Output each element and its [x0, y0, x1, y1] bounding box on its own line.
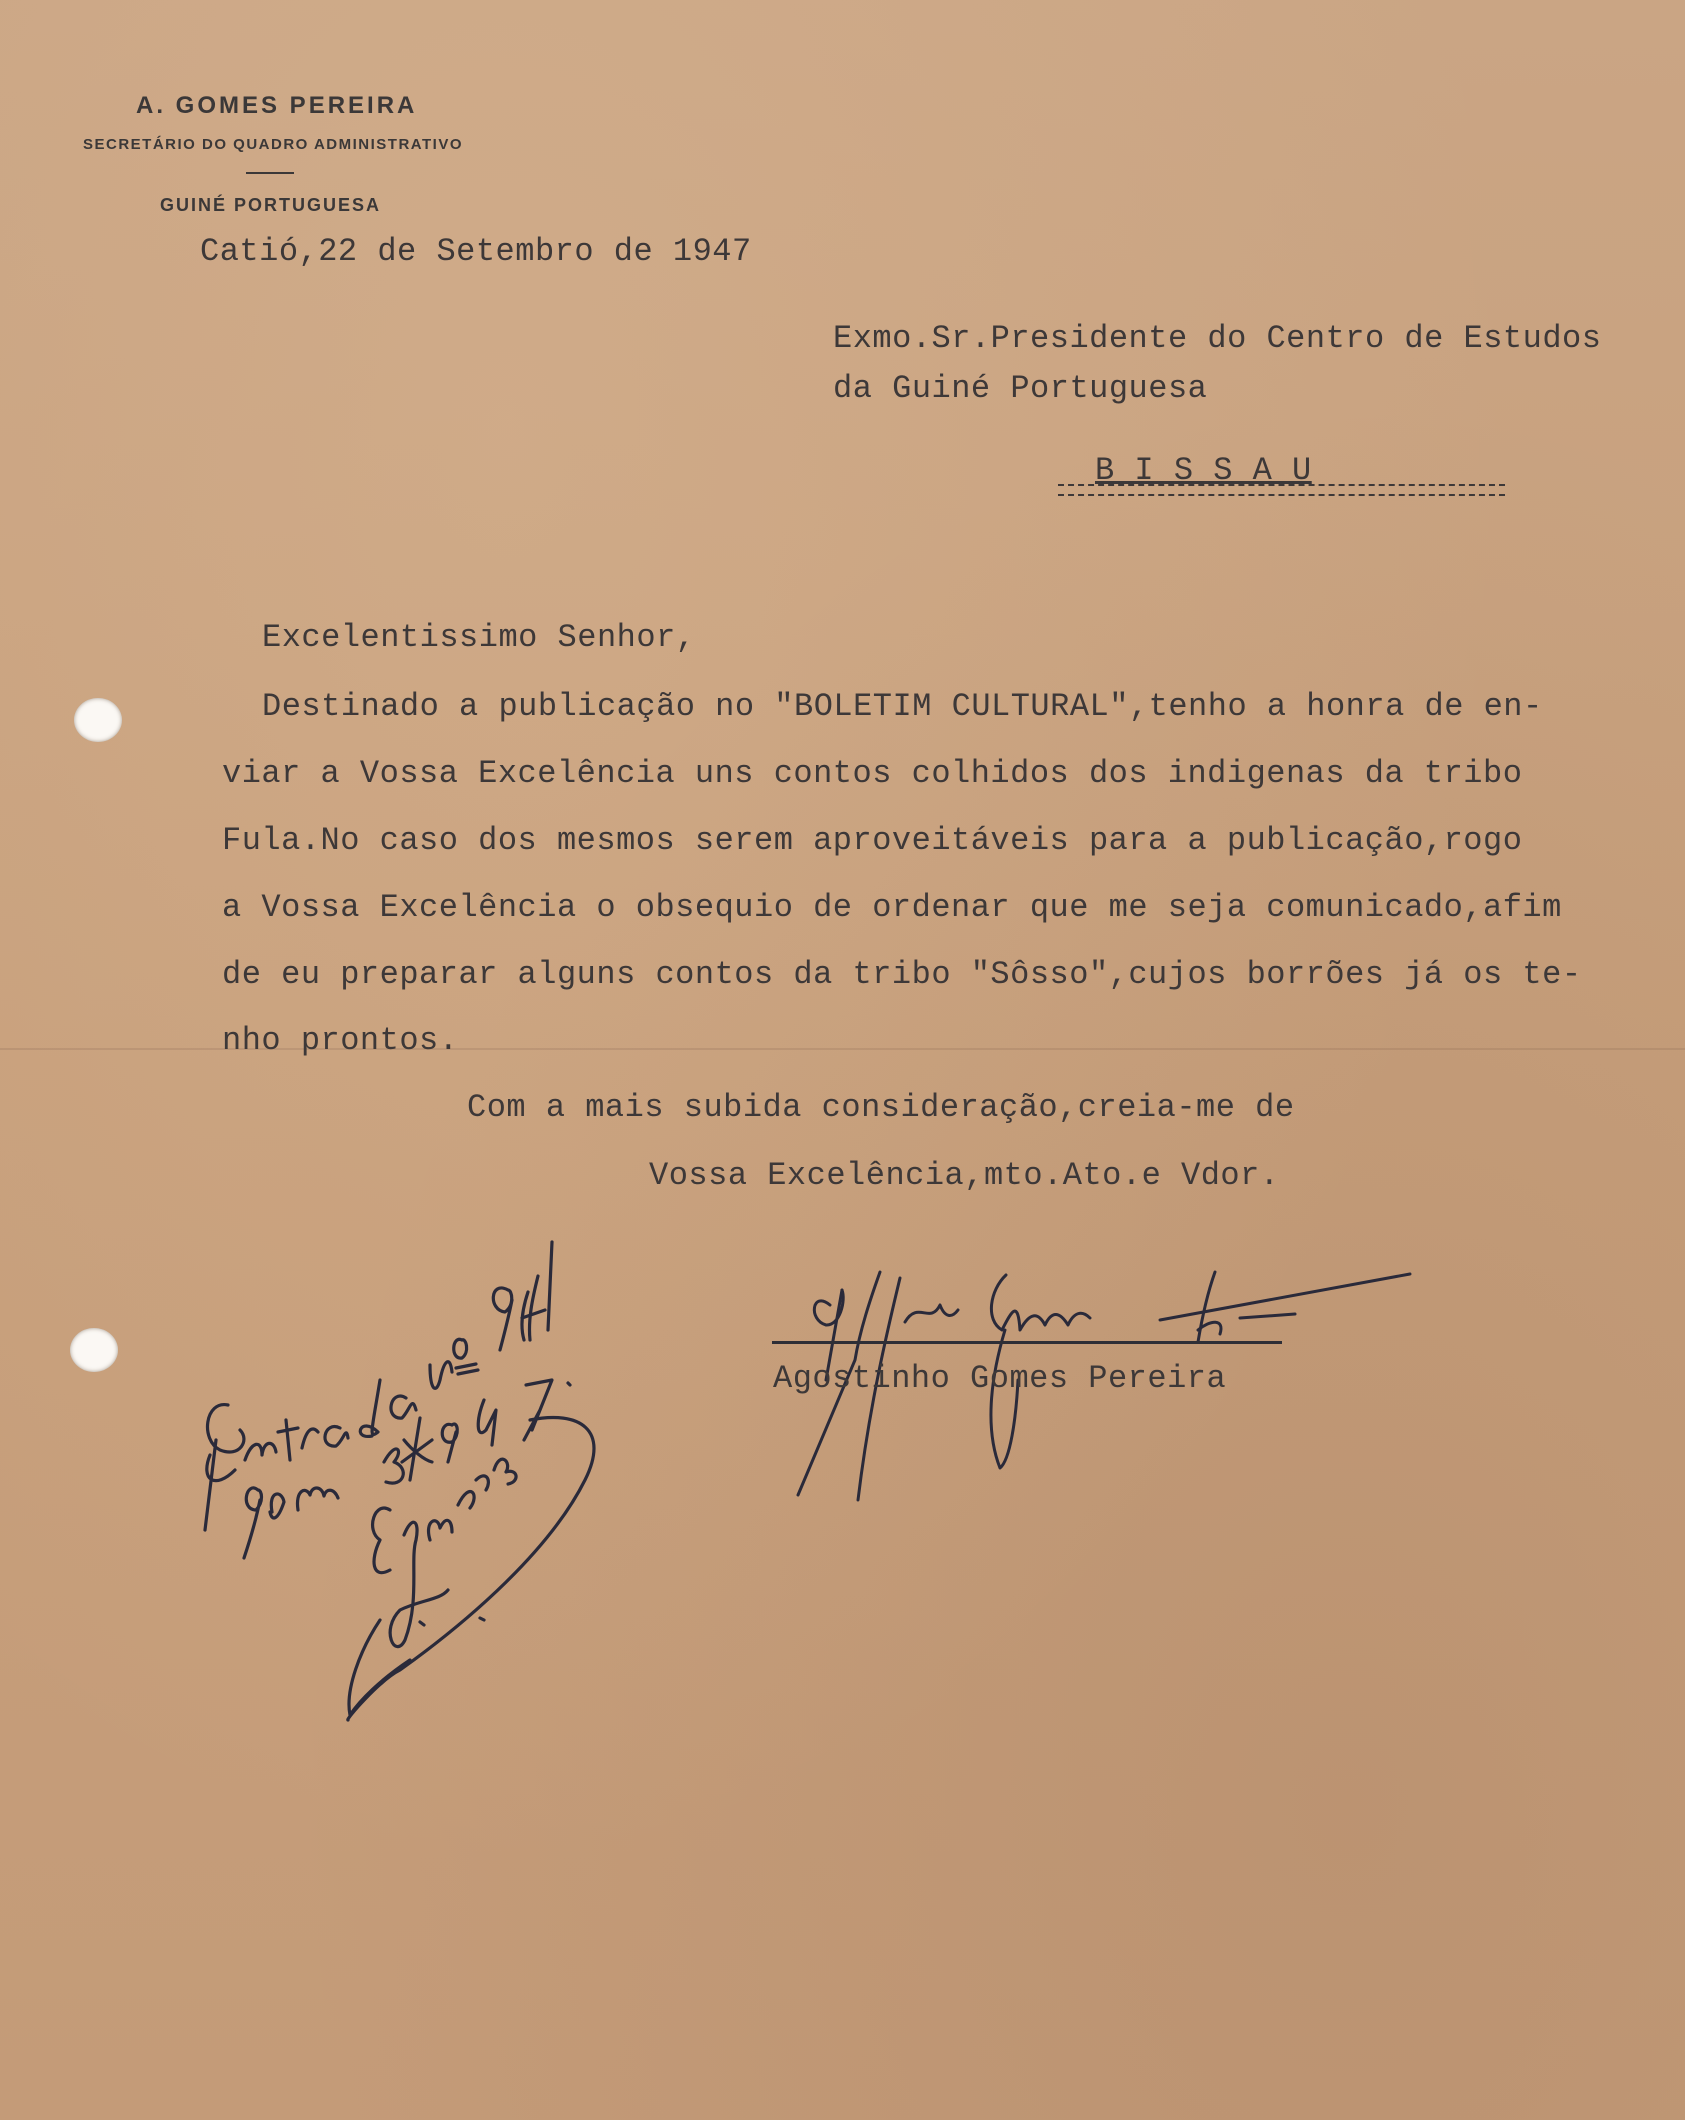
recipient-line-1: Exmo.Sr.Presidente do Centro de Estudos — [833, 320, 1602, 357]
typed-signature-name: Agostinho Gomes Pereira — [773, 1360, 1227, 1397]
letterhead-region: GUINÉ PORTUGUESA — [160, 195, 382, 215]
recipient-line-2: da Guiné Portuguesa — [833, 370, 1208, 407]
salutation: Excelentissimo Senhor, — [262, 619, 696, 656]
body-line: nho prontos. — [222, 1022, 459, 1059]
body-line: a Vossa Excelência o obsequio de ordenar que me seja comunicado,afim — [222, 889, 1562, 926]
letterhead-role: SECRETÁRIO DO QUADRO ADMINISTRATIVO — [83, 136, 464, 153]
date-line: Catió,22 de Setembro de 1947 — [200, 233, 752, 270]
closing-line-1: Com a mais subida consideração,creia-me de — [467, 1089, 1295, 1126]
body-line: viar a Vossa Excelência uns contos colhidos dos indigenas da tribo — [222, 755, 1523, 792]
body-line: Destinado a publicação no "BOLETIM CULTURAL",tenho a honra de en- — [262, 688, 1543, 725]
letterhead-name: A. GOMES PEREIRA — [136, 92, 418, 119]
recipient-city: B I S S A U — [1095, 452, 1312, 489]
body-line: Fula.No caso dos mesmos serem aproveitáveis para a publicação,rogo — [222, 822, 1523, 859]
body-line: de eu preparar alguns contos da tribo "Sôsso",cujos borrões já os te- — [222, 956, 1582, 993]
closing-line-2: Vossa Excelência,mto.Ato.e Vdor. — [649, 1157, 1280, 1194]
